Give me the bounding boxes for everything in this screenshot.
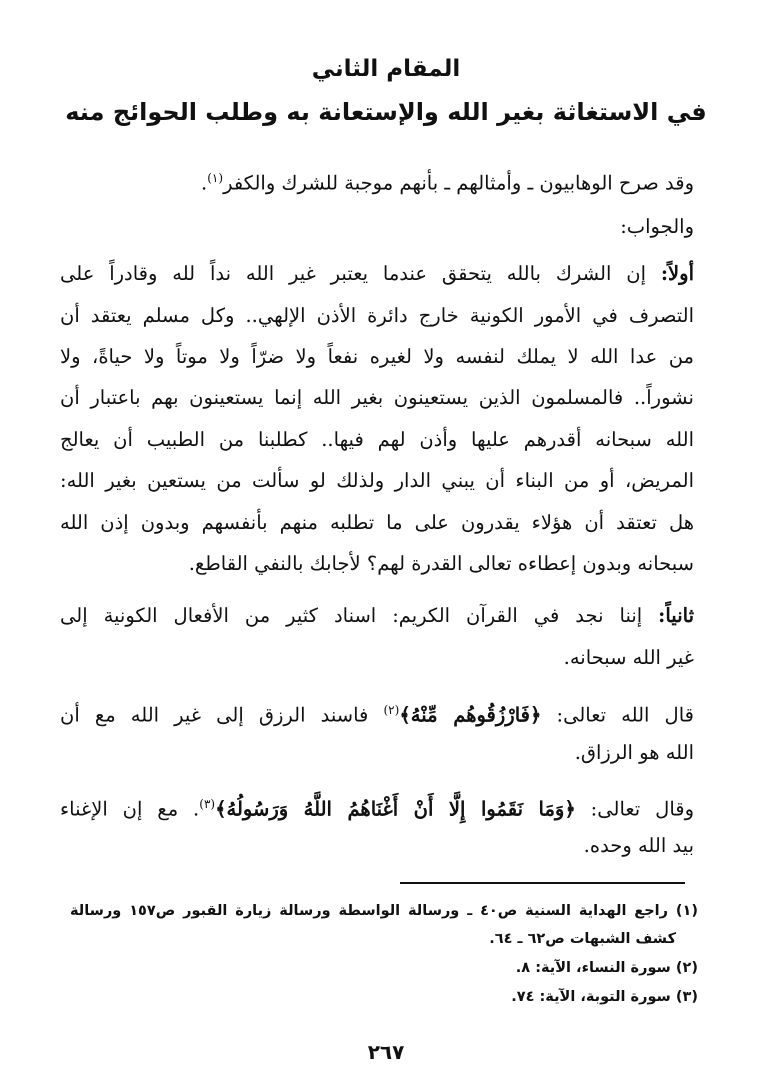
line-text: إن الشرك بالله يتحقق عندما يعتبر غير الله نداً لله وقادراً على [60,262,661,285]
paragraph-line-12: غير الله سبحانه. [563,646,694,669]
line-text: وقال تعالى: [575,797,694,821]
paragraph-line-16: بيد الله وحده. [583,834,694,857]
paragraph-line-14: الله هو الرزاق. [574,741,694,764]
paragraph-line-6: نشوراً.. فالمسلمون الذين يستعينون بغير الله إنما يستعينون بهم باعتبار أن [60,386,694,409]
page-number: ٢٦٧ [367,1040,405,1064]
quran-quote-1: ﴿فَارْزُقُوهُم مِّنْهُ﴾ [399,703,542,727]
paragraph-line-15 [60,789,694,825]
footnote-1: (١) راجع الهداية السنية ص٤٠ ـ ورسالة الواسطة ورسالة زيارة القبور ص١٥٧ ورسالة [70,903,698,919]
quran-quote-2: ﴿وَمَا نَقَمُوا إِلَّا أَنْ أَغْنَاهُمُ اللَّهُ وَرَسُولُهُ﴾ [215,797,576,821]
point-label-first: أولاً: [660,262,694,285]
line-text: قال الله تعالى: [541,703,694,727]
footnote-ref-1[interactable]: (١) [207,171,224,185]
line-text: والجواب: [620,215,694,238]
paragraph-line-13 [60,695,694,731]
footnote-1-continued: كشف الشبهات ص٦٢ ـ ٦٤. [489,931,676,947]
section-subtitle: في الاستغاثة بغير الله والإستعانة به وطلب الحوائج منه [65,98,707,126]
paragraph-line-2 [60,212,694,242]
footnote-divider [400,882,685,884]
line-end: . [201,171,208,195]
line-text: وقد صرح الوهابيون ـ وأمثالهم ـ بأنهم موجبة للشرك والكفر [223,171,694,195]
footnote-3: (٣) سورة التوبة، الآية: ٧٤. [511,989,698,1005]
paragraph-line-8: المريض، أو من البناء أن يبني الدار ولذلك لو سألت من يستعين بغير الله: [60,469,694,492]
footnote-ref-2[interactable]: (٢) [383,703,400,717]
point-label-second: ثانياً: [658,604,694,627]
line-text: إننا نجد في القرآن الكريم: اسناد كثير من الأفعال الكونية إلى [60,604,659,627]
footnote-ref-3[interactable]: (٣) [199,797,216,811]
section-title: المقام الثاني [311,56,461,82]
line-text: . مع إن الإغناء [60,797,200,821]
line-text: فاسند الرزق إلى غير الله مع أن [60,703,384,727]
paragraph-line-5: من عدا الله لا يملك لنفسه ولا لغيره نفعاً ولا ضرّاً ولا موتاً ولا حياةً، ولا [60,345,694,368]
paragraph-line-10: سبحانه وبدون إعطاءه تعالى القدرة لهم؟ لأجابك بالنفي القاطع. [188,552,694,575]
paragraph-line-9: هل تعتقد أن هؤلاء يقدرون على ما تطلبه منهم بأنفسهم وبدون إذن الله [60,511,694,534]
paragraph-line-1 [60,163,694,199]
paragraph-line-7: الله سبحانه أقدرهم عليها وأذن لهم فيها.. كطلبنا من الطبيب أن يعالج [60,428,694,451]
paragraph-line-4: التصرف في الأمور الكونية خارج دائرة الأذن الإلهي.. وكل مسلم يعتقد أن [60,304,694,327]
footnote-2: (٢) سورة النساء، الآية: ٨. [515,960,698,976]
paragraph-line-3 [60,259,694,289]
paragraph-line-11 [60,601,694,631]
